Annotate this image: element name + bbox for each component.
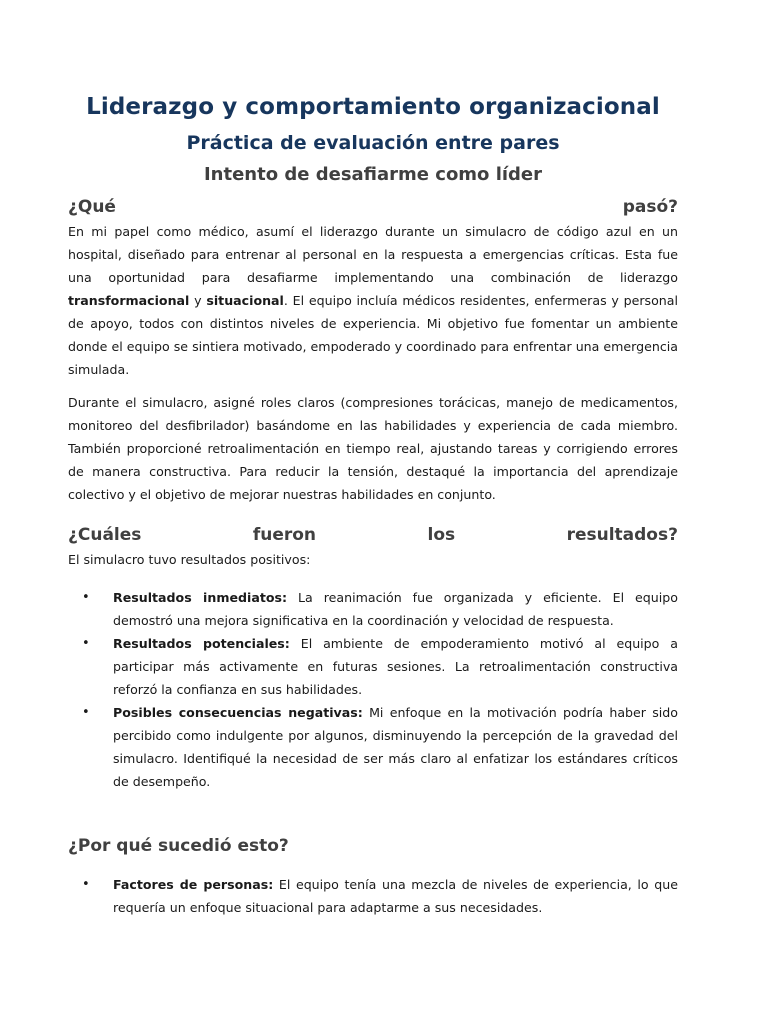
heading-word: ¿Cuáles [68,525,142,545]
list-item-label: Posibles consecuencias negativas: [113,705,363,720]
bold-term-situacional: situacional [206,293,284,308]
heading-word: ¿Qué [68,197,116,217]
bullet-icon: • [82,877,90,892]
list-item-text: El ambiente de empoderamiento motivó al equipo a participar más activamente en futuras sesiones. La retroalimentación constructiva reforzó la confianza en sus habilidades. [113,636,678,697]
list-item [68,632,678,701]
heading-what-happened [68,194,678,220]
text-run: . El equipo incluía médicos residentes, enfermeras y personal de apoyo, todos con distintos niveles de experiencia. Mi objetivo fue fomentar un ambiente donde el equipo se sintiera motivado, empoderado y coordinado para enfrentar una emergencia simulada. [68,293,678,377]
text-run: En mi papel como médico, asumí el liderazgo durante un simulacro de código azul en un hospital, diseñado para entrenar al personal en la respuesta a emergencias críticas. Esta fue una oportunidad para desafiarme implementando una combinación de liderazgo [68,224,678,285]
list-item-text: El equipo tenía una mezcla de niveles de experiencia, lo que requería un enfoque situacional para adaptarme a sus necesidades. [113,877,678,915]
list-item-text: Mi enfoque en la motivación podría haber sido percibido como indulgente por algunos, disminuyendo la percepción de la gravedad del simulacro. Identifiqué la necesidad de ser más claro al enfatizar los estándares críticos de desempeño. [113,705,678,789]
heading-why: ¿Por qué sucedió esto? [68,836,289,856]
bullet-icon: • [82,590,90,605]
heading-word: pasó? [622,197,678,217]
list-item [68,586,678,632]
document-title: Liderazgo y comportamiento organizacional [86,94,660,120]
document-subtitle: Práctica de evaluación entre pares [186,132,560,154]
list-item-label: Resultados inmediatos: [113,590,288,605]
heading-results [68,522,678,548]
bullet-icon: • [82,636,90,651]
heading-word: resultados? [566,525,678,545]
results-intro: El simulacro tuvo resultados positivos: [68,552,311,567]
why-list [68,873,678,919]
text-run: y [189,293,207,308]
list-item-text: La reanimación fue organizada y eficiente. El equipo demostró una mejora significativa en la coordinación y velocidad de respuesta. [113,590,678,628]
heading-word: fueron [252,525,317,545]
document-page [68,90,678,919]
list-item-label: Resultados potenciales: [113,636,290,651]
bullet-icon: • [82,705,90,720]
list-item [68,701,678,793]
heading-word: los [427,525,456,545]
list-item-label: Factores de personas: [113,877,274,892]
paragraph-what-happened-2: Durante el simulacro, asigné roles claros (compresiones torácicas, manejo de medicamentos, monitoreo del desfibrilador) basándome en las habilidades y experiencia de cada miembro. También proporcioné retroalimentación en tiempo real, ajustando tareas y corrigiendo errores de manera constructiva. Para reducir la tensión, destaqué la importancia del aprendizaje colectivo y el objetivo de mejorar nuestras habilidades en conjunto. [68,395,678,502]
bold-term-transformacional: transformacional [68,293,190,308]
results-list [68,586,678,793]
document-section-title: Intento de desafiarme como líder [203,164,543,185]
list-item [68,873,678,919]
paragraph-what-happened-1 [68,220,678,381]
